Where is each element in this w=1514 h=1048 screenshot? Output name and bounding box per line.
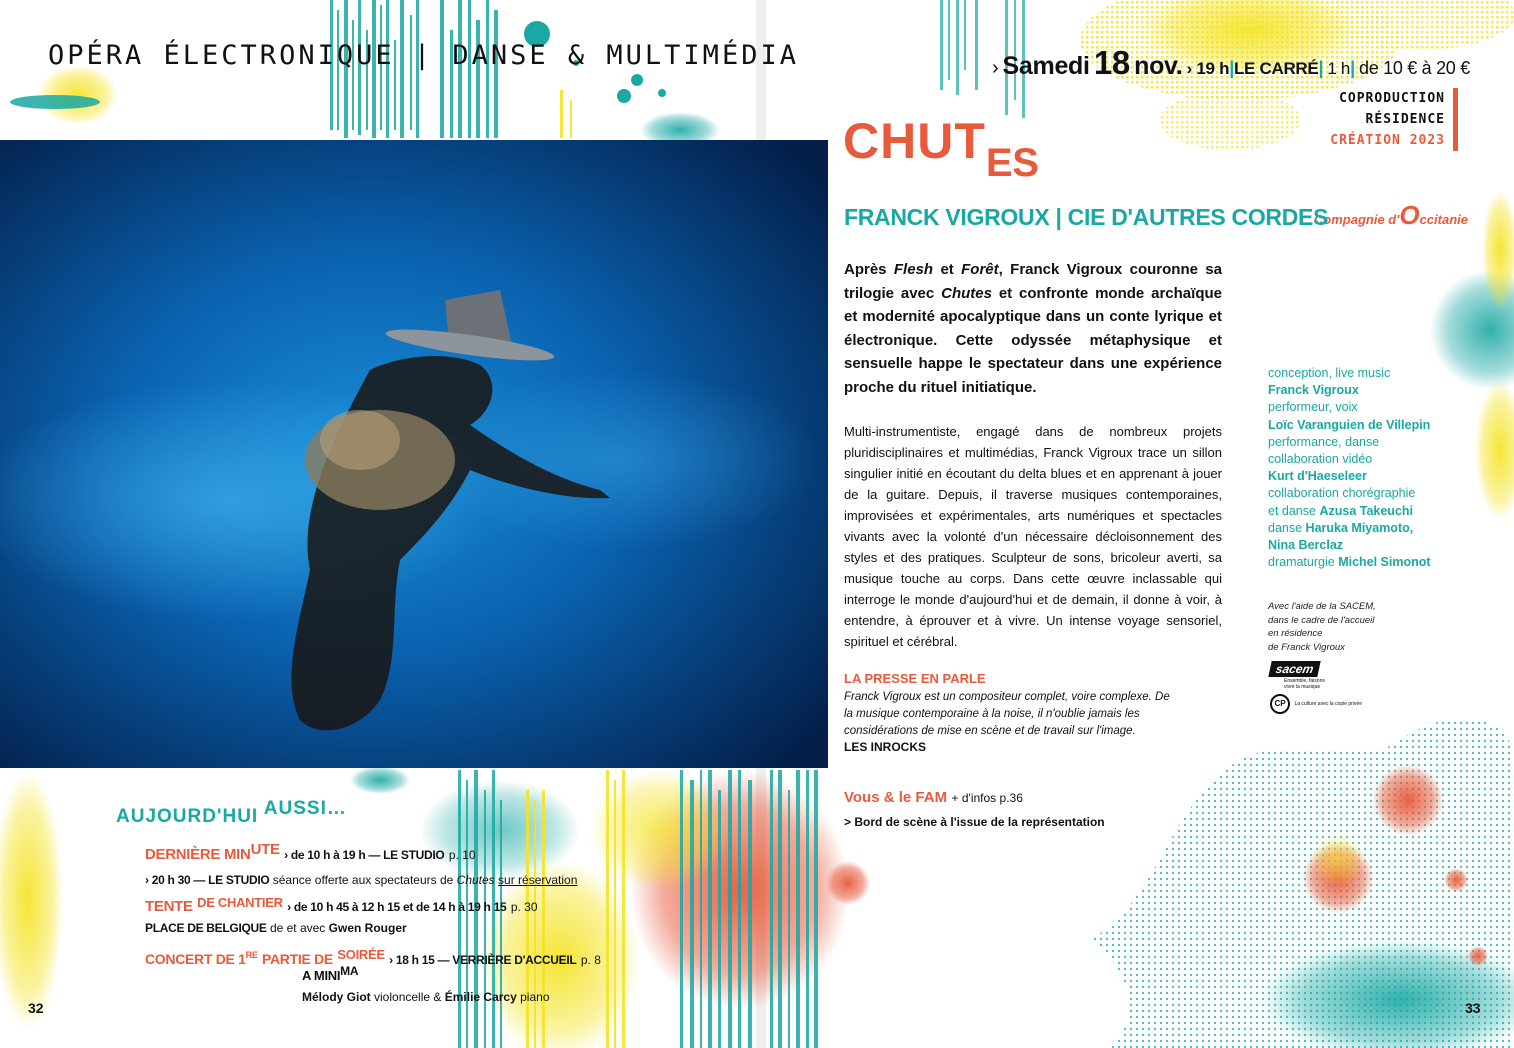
press-heading: LA PRESSE EN PARLE [844, 671, 986, 686]
item-text: de et avec [269, 921, 326, 935]
credit-role: et danse [1268, 503, 1316, 518]
date-day: Samedi [1002, 52, 1090, 80]
credit-line [1268, 434, 1431, 451]
credit-line [1268, 520, 1431, 537]
fam-label: Vous & le FAM [844, 789, 948, 806]
intro-paragraph [844, 258, 1222, 399]
credit-role: dramaturgie [1268, 555, 1335, 570]
credit-role: performeur, voix [1268, 400, 1358, 415]
intro-text: et [940, 261, 954, 278]
sacem-note [1268, 600, 1376, 654]
item-work: Chutes [456, 873, 495, 887]
item-detail: › 18 h 15 — VERRIÈRE D'ACCUEIL [389, 953, 577, 967]
aussi-item-tente-line2 [145, 921, 407, 935]
aussi-item-derniere-minute[interactable] [145, 841, 476, 864]
date-prefix: › [992, 57, 999, 79]
credit-line [1268, 503, 1431, 520]
item-detail: › de 10 h à 19 h — LE STUDIO [284, 848, 445, 862]
aussi-title-a: AUJOURD'HUI [116, 806, 259, 827]
item-page: p. 10 [448, 848, 476, 862]
credit-line [1268, 399, 1431, 416]
cp-tagline: La culture avec la copie privée [1294, 701, 1362, 707]
credit-role: collaboration chorégraphie [1268, 486, 1416, 501]
credits-list [1268, 365, 1431, 571]
duration: 1 h [1327, 59, 1351, 78]
sacem-tagline: Ensemble, faisons vivre la musique [1284, 678, 1325, 690]
item-title-d: A MINI [302, 968, 341, 983]
item-title-e: MA [340, 964, 359, 978]
sacem-logo [1270, 660, 1334, 690]
credit-name: Loïc Varanguien de Villepin [1268, 417, 1431, 432]
item-detail: › 20 h 30 — LE STUDIO [145, 873, 270, 887]
credit-name: Haruka Miyamoto, [1305, 520, 1414, 535]
item-title: CONCERT DE 1 [145, 951, 246, 967]
credit-line [1268, 468, 1431, 485]
credit-role: danse [1268, 520, 1303, 535]
credit-line [1268, 417, 1431, 434]
aussi-item-concert-line2 [302, 990, 550, 1004]
item-title: TENTE [145, 898, 193, 915]
credit-name: Kurt d'Haeseleer [1268, 469, 1367, 484]
cp-logo-mark: CP [1270, 694, 1290, 714]
item-title-sup: DE CHANTIER [197, 895, 283, 910]
item-artist: Gwen Rouger [328, 921, 407, 935]
production-tags [1330, 88, 1458, 151]
copie-privee-logo [1270, 694, 1362, 714]
intro-work: Chutes [941, 284, 992, 302]
company-text-c: ccitanie [1419, 212, 1468, 227]
item-text: séance offerte aux spectateurs de [272, 873, 454, 887]
credit-name: Azusa Takeuchi [1319, 503, 1414, 518]
item-title-sup: RE [245, 950, 258, 960]
intro-work: Flesh [893, 261, 934, 278]
press-quote: Franck Vigroux est un compositeur complet, voire complexe. De la musique contemporaine à la noise, il n'oublie jamais les considérations de mise en scène et de travail sur l'image. [844, 691, 1170, 737]
category-header: OPÉRA ÉLECTRONIQUE | DANSE & MULTIMÉDIA [48, 40, 799, 71]
company-text-b: O [1399, 200, 1420, 230]
aussi-item-tente[interactable] [145, 895, 538, 916]
separator: | [1229, 58, 1234, 78]
show-subtitle: FRANCK VIGROUX | CIE D'AUTRES CORDES [844, 204, 1329, 230]
item-page: p. 8 [580, 953, 601, 967]
show-title [843, 112, 1039, 185]
aussi-item-concert-subtitle [302, 964, 359, 985]
credit-role: collaboration vidéo [1268, 452, 1373, 467]
aussi-title [116, 798, 347, 828]
item-title: DERNIÈRE MIN [145, 846, 251, 863]
tag-creation: CRÉATION 2023 [1330, 133, 1445, 148]
credit-line [1268, 537, 1431, 554]
item-artist: Émilie Carcy [444, 990, 517, 1004]
title-a: CHUT [843, 113, 986, 169]
credit-role: performance, danse [1268, 434, 1380, 449]
aussi-item-studio [145, 873, 577, 887]
press-source: LES INROCKS [844, 740, 927, 754]
price: de 10 € à 20 € [1359, 58, 1470, 78]
item-artist: Mélody Giot [302, 990, 371, 1004]
company-label [1314, 200, 1468, 231]
credit-line [1268, 382, 1431, 399]
venue: LE CARRÉ [1233, 59, 1319, 78]
item-text: violoncelle & [374, 990, 442, 1004]
separator: | [1318, 58, 1324, 78]
item-place: PLACE DE BELGIQUE [145, 921, 267, 935]
credit-name: Franck Vigroux [1268, 383, 1359, 398]
sacem-note-line: Avec l'aide de la SACEM, [1268, 601, 1376, 612]
sacem-note-line: de Franck Vigroux [1268, 641, 1345, 653]
separator: | [1350, 58, 1355, 78]
page-number-right: 33 [1465, 1000, 1481, 1016]
intro-work: Forêt [961, 261, 999, 278]
credit-line [1268, 485, 1431, 502]
credit-name: Nina Berclaz [1268, 538, 1344, 553]
page-number-left: 32 [28, 1000, 44, 1016]
sacem-note-line: dans le cadre de l'accueil [1268, 614, 1375, 626]
tag-residence: RÉSIDENCE [1365, 112, 1445, 127]
item-page: p. 30 [510, 900, 538, 914]
credit-line [1268, 451, 1431, 468]
item-title-c: SOIRÉE [337, 947, 385, 962]
reservation-link[interactable]: sur réservation [498, 873, 578, 887]
fam-item: > Bord de scène à l'issue de la représentation [844, 815, 1105, 829]
intro-text: Après [844, 261, 887, 278]
item-text: piano [520, 990, 550, 1004]
intro-text: , Franck Vigroux couronne sa trilogie avec [844, 261, 1222, 302]
credit-name: Michel Simonot [1338, 555, 1431, 570]
item-title-sup: UTE [250, 841, 280, 858]
body-paragraph: Multi-instrumentiste, engagé dans de nombreux projets pluridisciplinaires et multimédias, Franck Vigroux trace un sillon singulier initié en écoutant du delta blues et en apprenant à jouer de la guitare. Depuis, il traverse musiques contemporaines, improvisées et expérimentales, arts numériques et spectacles vivants avec la volonté d'un nécessaire décloisonnement des styles et des pratiques. Sculpteur de sons, bricoleur averti, sa musique touche au corps. Dans cette œuvre inclassable qui interroge le monde d'aujourd'hui et de demain, il donne à voir, à entendre, à éprouver et à vivre. Un intense voyage sensoriel, spirituel et cérébral. [844, 424, 1222, 649]
sacem-note-line: en résidence [1268, 628, 1323, 639]
date-number: 18 [1093, 44, 1130, 81]
date-time: › 19 h [1186, 59, 1230, 78]
credit-role: conception, live music [1268, 366, 1391, 380]
item-title-b: PARTIE DE [262, 951, 333, 967]
sacem-logo-text: sacem [1268, 661, 1321, 677]
company-text-a: Compagnie d' [1313, 212, 1400, 227]
aussi-title-b: AUSSI… [263, 798, 347, 819]
credit-line [1268, 365, 1431, 382]
item-detail: › de 10 h 45 à 12 h 15 et de 14 h à 19 h 15 [287, 900, 507, 914]
date-line [992, 44, 1470, 82]
intro-text: et confronte monde archaïque et modernité apocalyptique dans un conte lyrique et électronique. Cette odyssée métaphysique et sensuelle happe le spectateur dans une expérience proche du rituel initiatique. [844, 284, 1222, 396]
fam-more-info[interactable]: + d'infos p.36 [951, 791, 1023, 805]
fam-section [844, 789, 1023, 807]
aussi-item-concert[interactable] [145, 947, 601, 969]
title-b: ES [985, 141, 1039, 185]
date-month: nov. [1134, 52, 1183, 80]
tag-coproduction: COPRODUCTION [1339, 91, 1445, 106]
performer-photo [0, 140, 828, 768]
credit-line [1268, 554, 1431, 571]
